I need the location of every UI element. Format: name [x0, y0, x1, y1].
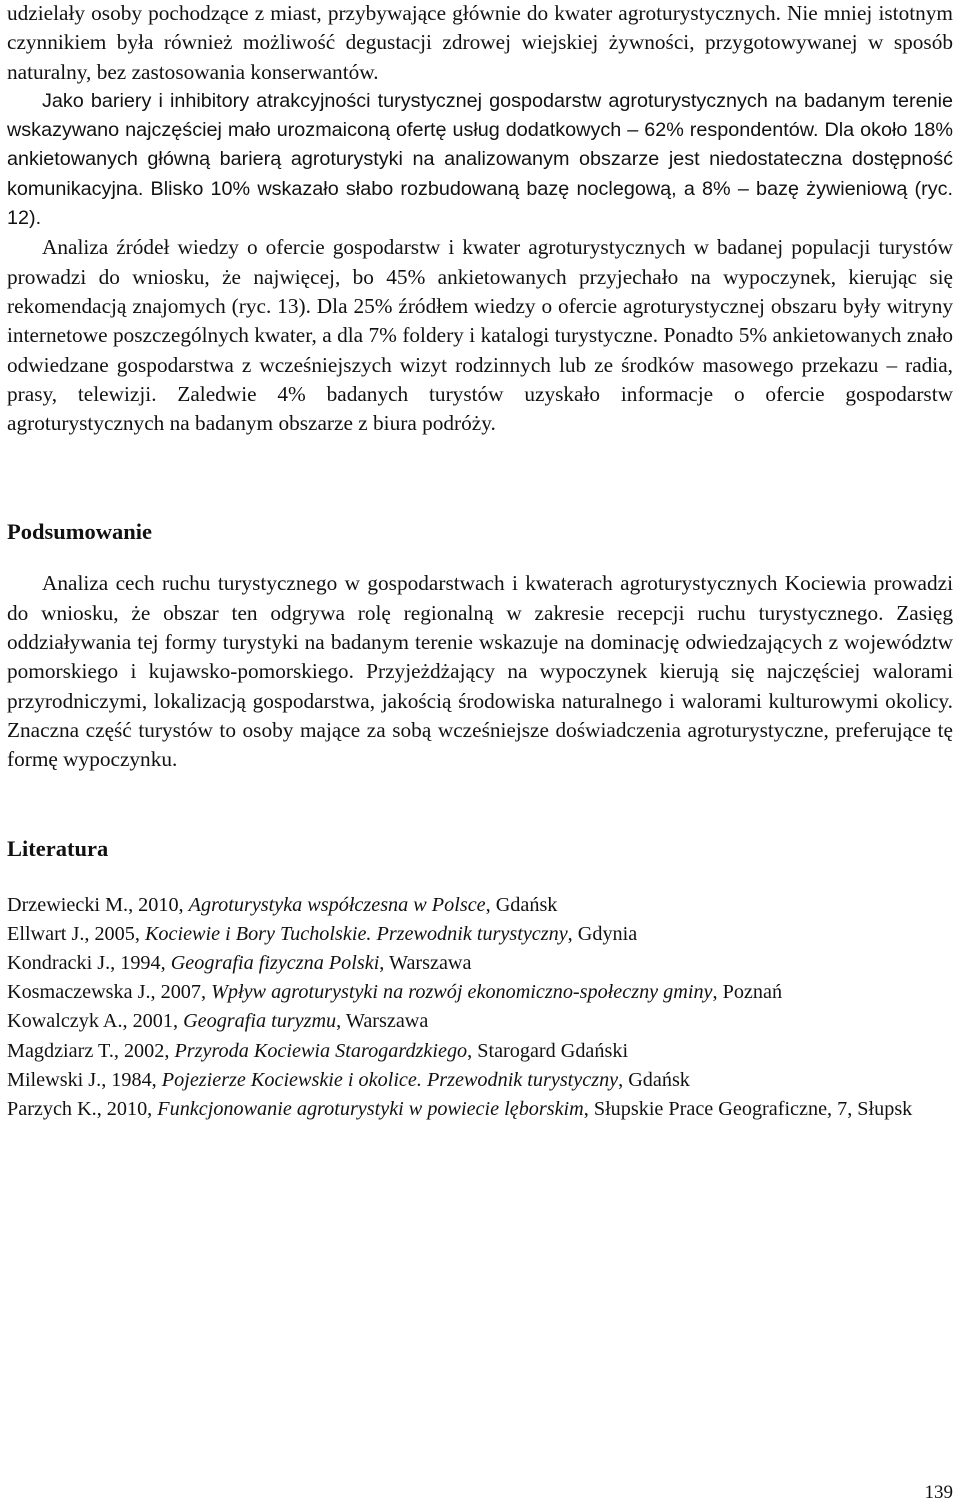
reference-publisher: , Starogard Gdański [467, 1039, 629, 1062]
reference-publisher: , Warszawa [379, 951, 472, 974]
reference-author: Kondracki J., 1994, [7, 951, 171, 974]
reference-publisher: , Gdańsk [485, 893, 558, 916]
reference-author: Ellwart J., 2005, [7, 922, 145, 945]
summary-heading: Podsumowanie [7, 519, 153, 545]
page-number: 139 [924, 1482, 953, 1503]
reference-item [7, 1066, 953, 1095]
barriers-paragraph: Jako bariery i inhibitory atrakcyjności turystycznej gospodarstw agroturystycznych na badanym terenie wskazywano najczęściej mało urozmaiconą ofertę usług dodatkowych – 62% respondentów. Dla około 18% ankietowanych główną barierą agroturystyki na analizowanym obszarze jest niedostateczna dostępność komunikacyjna. Blisko 10% wskazało słabo rozbudowaną bazę noclegową, a 8% – bazę żywieniową (ryc. 12). [7, 89, 953, 230]
reference-item [7, 1037, 953, 1066]
reference-item [7, 1007, 953, 1036]
reference-title: Geografia fizyczna Polski [170, 951, 380, 974]
reference-item [7, 949, 953, 978]
reference-author: Kowalczyk A., 2001, [7, 1010, 184, 1033]
reference-title: Przyroda Kociewia Starogardzkiego [174, 1039, 468, 1062]
reference-item [7, 920, 953, 949]
reference-title: Pojezierze Kociewskie i okolice. Przewodnik turystyczny [161, 1068, 619, 1091]
reference-title: Wpływ agroturystyki na rozwój ekonomiczno-społeczny gminy [211, 981, 713, 1004]
reference-title: Agroturystyka współczesna w Polsce [188, 893, 486, 916]
reference-title: Kociewie i Bory Tucholskie. Przewodnik turystyczny [144, 922, 568, 945]
reference-author: Drzewiecki M., 2010, [7, 893, 189, 916]
reference-item [7, 891, 953, 920]
reference-author: Parzych K., 2010, [7, 1097, 158, 1120]
intro-paragraph: udzielały osoby pochodzące z miast, przybywające głównie do kwater agroturystycznych. Nie mniej istotnym czynnikiem była również możliwość degustacji zdrowej wiejskiej żywności, przygotowywanej w sposób naturalny, bez zastosowania konserwantów. [7, 1, 953, 84]
reference-publisher: , Gdynia [567, 922, 638, 945]
reference-author: Milewski J., 1984, [7, 1068, 162, 1091]
summary-paragraph: Analiza cech ruchu turystycznego w gospodarstwach i kwaterach agroturystycznych Kociewia prowadzi do wniosku, że obszar ten odgrywa rolę regionalną w zakresie recepcji ruchu turystycznego. Zasięg oddziaływania tej formy turystyki na badanym terenie wskazuje na dominację odwiedzających z województw pomorskiego i kujawsko-pomorskiego. Przyjeżdżający na wypoczynek kierują się najczęściej walorami przyrodniczymi, lokalizacją gospodarstwa, jakością środowiska naturalnego i walorami kulturowymi okolicy. Znaczna część turystów to osoby mające za sobą wcześniejsze doświadczenia agroturystyczne, preferujące tę formę wypoczynku. [7, 571, 953, 772]
reference-author: Magdziarz T., 2002, [7, 1039, 175, 1062]
reference-publisher: , Słupskie Prace Geograficzne, 7, Słupsk [583, 1097, 913, 1120]
literature-heading: Literatura [7, 835, 109, 861]
sources-paragraph: Analiza źródeł wiedzy o ofercie gospodarstw i kwater agroturystycznych w badanej populacji turystów prowadzi do wniosku, że najwięcej, bo 45% ankietowanych przyjechało na wypoczynek, kierując się rekomendacją znajomych (ryc. 13). Dla 25% źródłem wiedzy o ofercie agroturystycznej obszaru były witryny internetowe poszczególnych kwater, a dla 7% foldery i katalogi turystyczne. Ponadto 5% ankietowanych znało odwiedzane gospodarstwa z wcześniejszych wizyt rodzinnych lub ze środków masowego przekazu – radia, prasy, telewizji. Zaledwie 4% badanych turystów uzyskało informacje o ofercie gospodarstw agroturystycznych na badanym obszarze z biura podróży. [7, 235, 953, 436]
reference-author: Kosmaczewska J., 2007, [7, 981, 212, 1004]
reference-publisher: , Gdańsk [618, 1068, 690, 1091]
reference-title: Geografia turyzmu [183, 1010, 337, 1033]
reference-list [7, 891, 953, 1125]
reference-item [7, 978, 953, 1007]
reference-title: Funkcjonowanie agroturystyki w powiecie lęborskim [157, 1097, 584, 1120]
reference-publisher: , Poznań [712, 981, 783, 1004]
reference-item [7, 1095, 953, 1124]
reference-publisher: , Warszawa [336, 1010, 429, 1033]
document-page [7, 0, 953, 1124]
